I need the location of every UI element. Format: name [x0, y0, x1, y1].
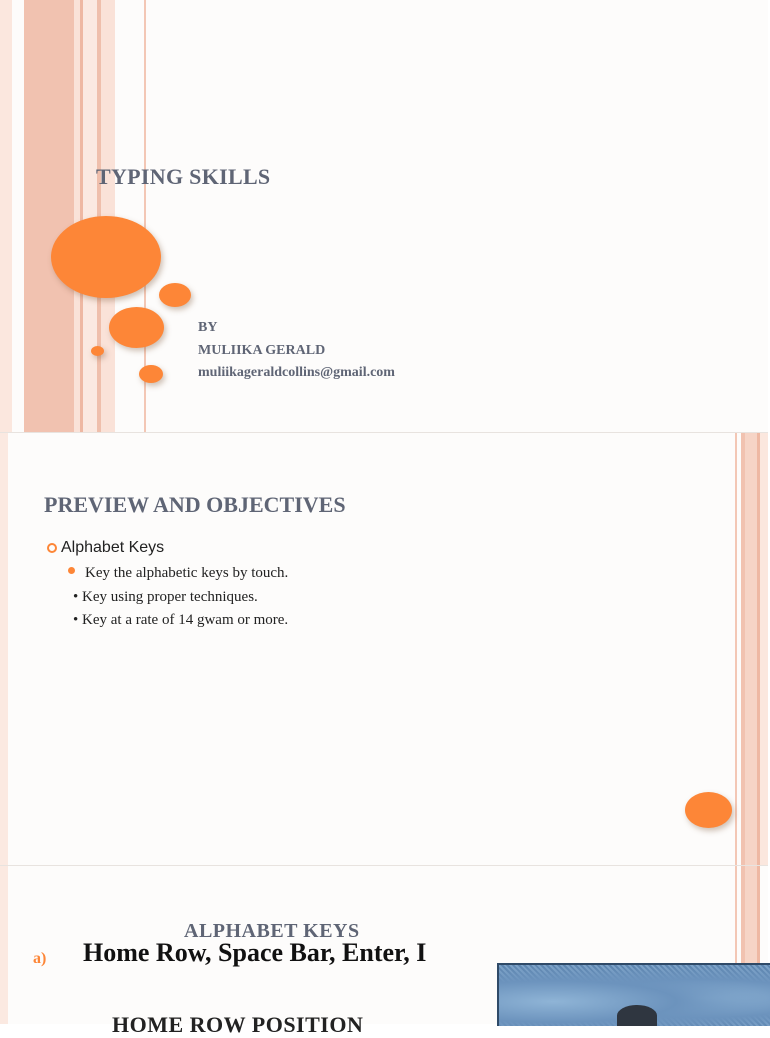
decor-stripe — [0, 866, 8, 1024]
slide-title: ALPHABET KEYS — [184, 920, 360, 942]
presentation-title: TYPING SKILLS — [96, 164, 271, 189]
slide-preview — [0, 433, 768, 865]
section-heading: HOME ROW POSITION — [112, 1012, 364, 1037]
sub-bullet: • Key using proper techniques. — [73, 589, 258, 605]
decor-stripe — [0, 0, 12, 432]
author-name: MULIIKA GERALD — [198, 342, 326, 358]
bullet-alphabet-keys — [47, 539, 164, 557]
decor-stripe — [0, 433, 8, 865]
decor-circle — [109, 307, 164, 348]
slide-title — [0, 0, 768, 432]
list-item-text: Home Row, Space Bar, Enter, I — [83, 938, 427, 967]
decor-stripe — [745, 433, 757, 865]
decor-circle — [685, 792, 732, 828]
slide-title: PREVIEW AND OBJECTIVES — [44, 492, 346, 517]
decor-circle — [91, 346, 104, 356]
sub-bullet: Key the alphabetic keys by touch. — [85, 565, 289, 581]
slide-alphabet-keys — [0, 866, 768, 1037]
list-marker: a) — [33, 950, 47, 967]
dot-bullet-icon — [68, 567, 75, 574]
decor-stripe — [24, 0, 74, 432]
hands-on-keyboard-photo — [497, 963, 770, 1026]
photo-detail — [617, 1005, 657, 1026]
decor-circle — [139, 365, 163, 383]
decor-circle — [159, 283, 191, 307]
sub-bullet: • Key at a rate of 14 gwam or more. — [73, 612, 289, 628]
decor-stripe — [760, 433, 768, 865]
decor-stripe — [735, 433, 737, 865]
decor-circle-large — [51, 216, 161, 298]
author-by: BY — [198, 320, 218, 335]
ring-bullet-icon — [47, 543, 57, 553]
author-email: muliikageraldcollins@gmail.com — [198, 365, 395, 380]
bullet-text: Alphabet Keys — [61, 539, 165, 556]
author-block — [198, 317, 395, 385]
